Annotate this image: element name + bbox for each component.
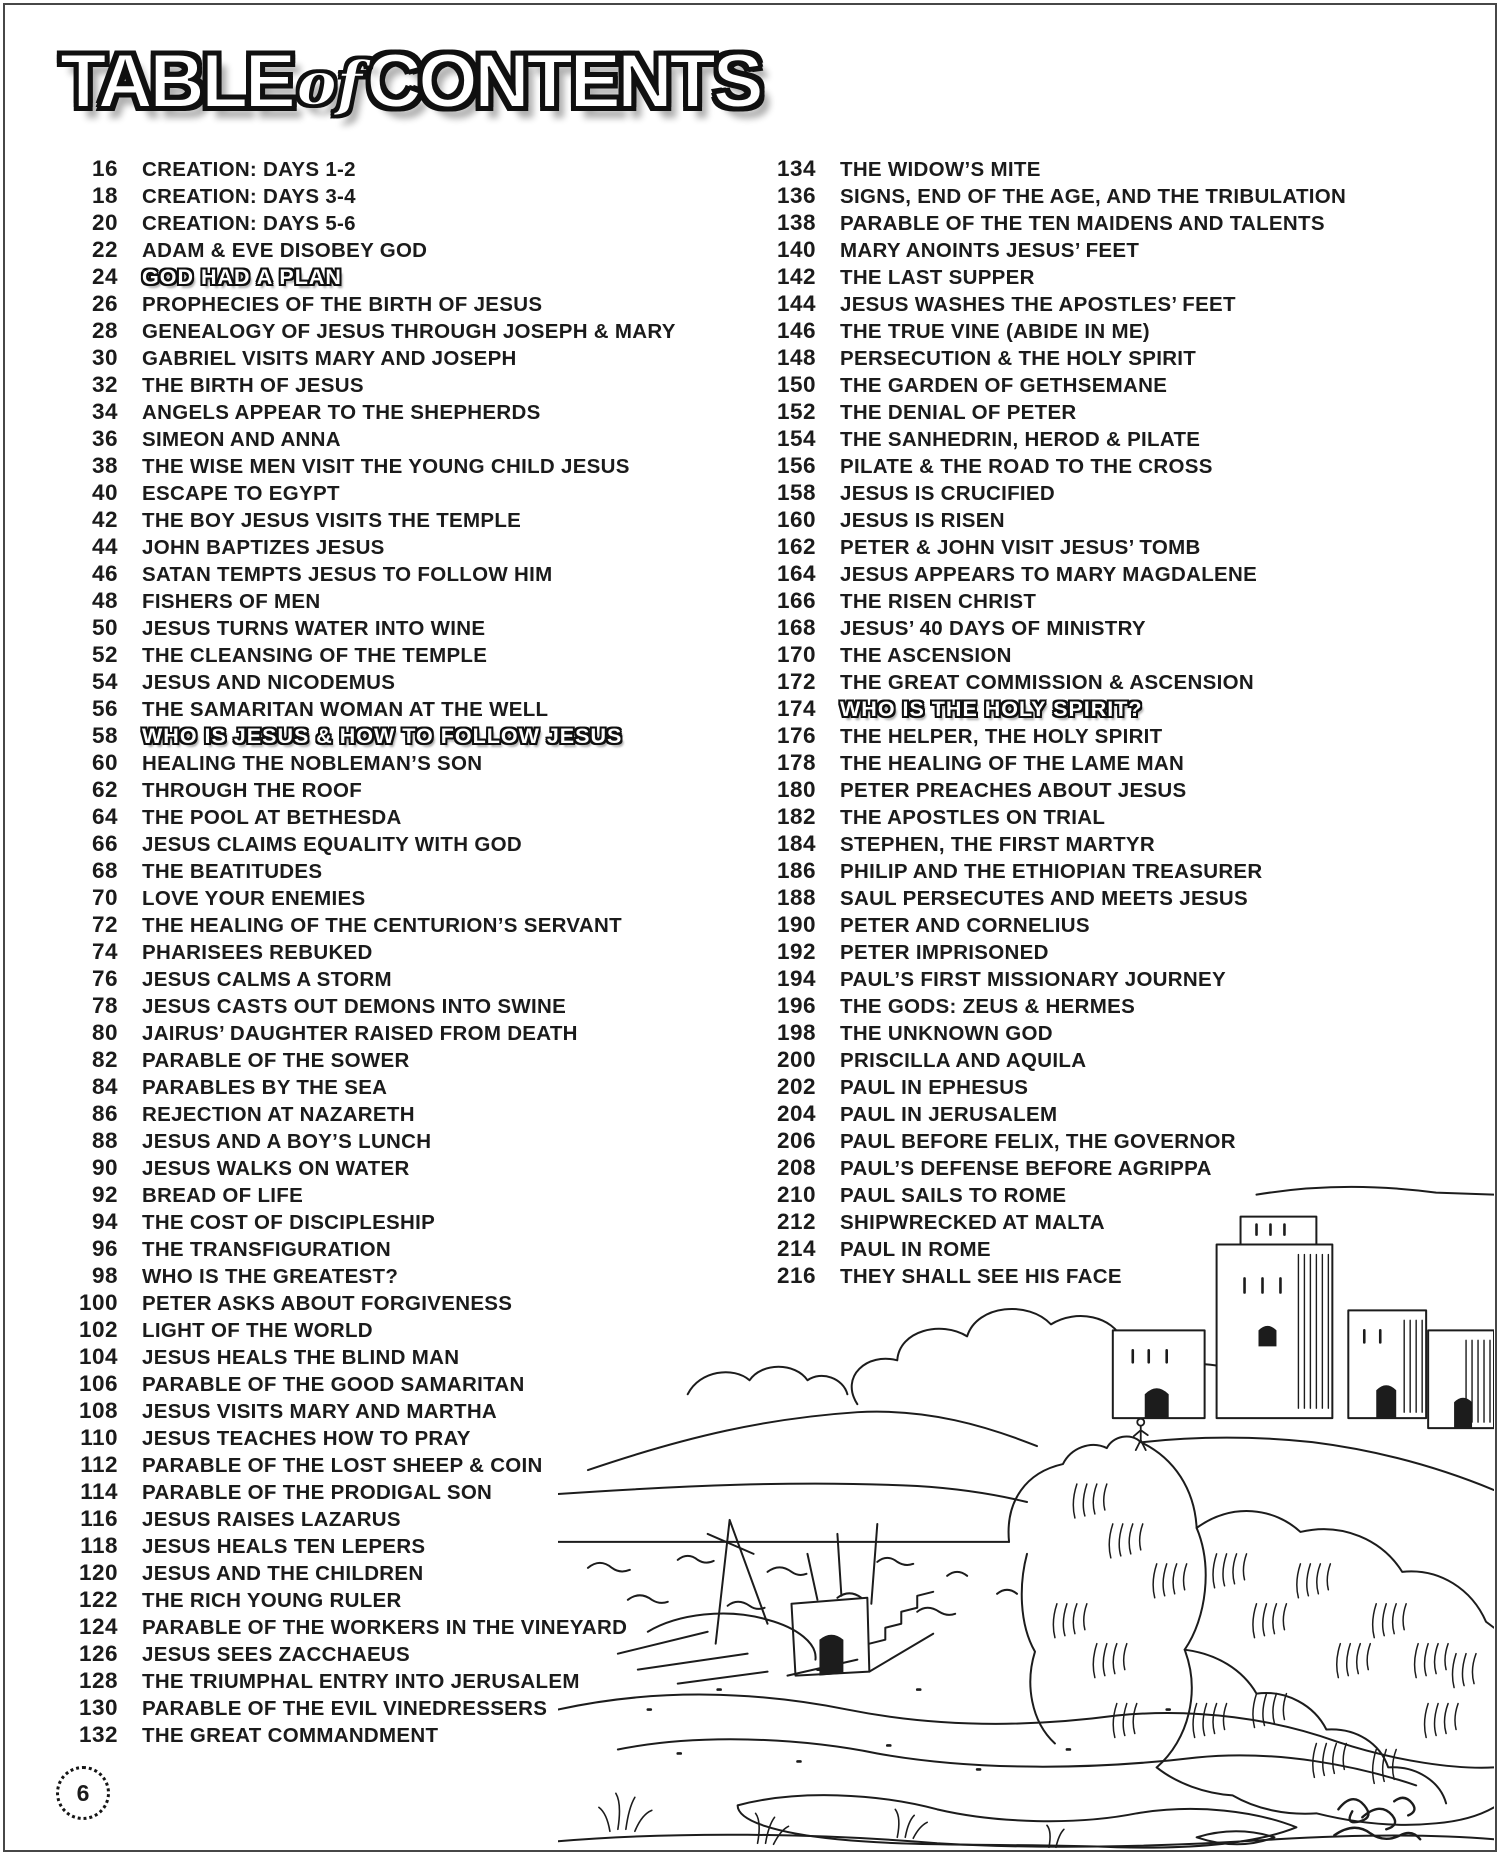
toc-row	[56, 210, 676, 237]
toc-entry-label: PARABLE OF THE PRODIGAL SON	[142, 1481, 493, 1504]
toc-page-number: 130	[78, 1695, 118, 1720]
toc-row	[56, 480, 676, 507]
toc-row	[56, 507, 676, 534]
toc-entry-label: JESUS TEACHES HOW TO PRAY	[142, 1427, 471, 1450]
toc-entry-label: THE GARDEN OF GETHSEMANE	[840, 374, 1168, 397]
title-word-contents: CONTENTS	[366, 39, 761, 124]
toc-row	[698, 291, 1346, 318]
toc-page-number: 118	[80, 1533, 118, 1558]
toc-row	[56, 993, 676, 1020]
toc-entry-label: PARABLE OF THE WORKERS IN THE VINEYARD	[142, 1616, 628, 1639]
toc-entry-label: PARABLE OF THE EVIL VINEDRESSERS	[142, 1697, 548, 1720]
toc-entry-label: CREATION: DAYS 1-2	[142, 158, 356, 181]
toc-row	[698, 237, 1346, 264]
toc-page-number: 100	[78, 1290, 118, 1315]
toc-entry-label: JESUS TURNS WATER INTO WINE	[142, 617, 486, 640]
toc-row	[698, 777, 1346, 804]
sea-waves	[588, 1556, 1017, 1615]
toc-page-number: 204	[776, 1101, 816, 1126]
toc-entry-label: PARABLE OF THE GOOD SAMARITAN	[142, 1373, 525, 1396]
toc-entry-label: JESUS AND A BOY’S LUNCH	[142, 1130, 432, 1153]
toc-row	[698, 399, 1346, 426]
toc-entry-label: PETER & JOHN VISIT JESUS’ TOMB	[840, 536, 1201, 559]
toc-row	[56, 1020, 676, 1047]
toc-entry-label: CREATION: DAYS 5-6	[142, 212, 356, 235]
toc-row	[56, 804, 676, 831]
toc-page-number: 180	[776, 777, 816, 802]
toc-page-number: 72	[91, 912, 118, 937]
toc-page-number: 166	[776, 588, 816, 613]
toc-entry-label: JESUS’ 40 DAYS OF MINISTRY	[840, 617, 1146, 640]
toc-page-number: 170	[776, 642, 816, 667]
toc-page-number: 152	[776, 399, 816, 424]
toc-row	[698, 1020, 1346, 1047]
toc-row	[698, 885, 1346, 912]
toc-page-number: 112	[80, 1452, 118, 1477]
toc-entry-label: JESUS WASHES THE APOSTLES’ FEET	[840, 293, 1236, 316]
toc-page-number: 108	[78, 1398, 118, 1423]
toc-row	[698, 480, 1346, 507]
toc-entry-label: REJECTION AT NAZARETH	[142, 1103, 415, 1126]
toc-entry-label: JESUS AND THE CHILDREN	[142, 1562, 424, 1585]
toc-page-number: 196	[776, 993, 816, 1018]
toc-row	[698, 939, 1346, 966]
toc-page-number: 160	[776, 507, 816, 532]
toc-page-number: 186	[776, 858, 816, 883]
toc-row	[698, 696, 1346, 723]
toc-entry-label: SAUL PERSECUTES AND MEETS JESUS	[840, 887, 1248, 910]
toc-page-number: 88	[91, 1128, 118, 1153]
toc-entry-label: PHARISEES REBUKED	[142, 941, 373, 964]
toc-row	[56, 723, 676, 750]
toc-page-number: 206	[776, 1128, 816, 1153]
toc-entry-label: THE BIRTH OF JESUS	[142, 374, 364, 397]
toc-entry-label: PAUL BEFORE FELIX, THE GOVERNOR	[840, 1130, 1236, 1153]
toc-row	[698, 723, 1346, 750]
toc-page-number: 214	[776, 1236, 816, 1261]
toc-page-number: 86	[91, 1101, 118, 1126]
toc-row	[56, 264, 676, 291]
toc-entry-label: WHO IS THE GREATEST?	[142, 1265, 399, 1288]
toc-entry-label: JESUS SEES ZACCHAEUS	[142, 1643, 411, 1666]
toc-entry-label: GABRIEL VISITS MARY AND JOSEPH	[142, 347, 517, 370]
toc-row	[56, 588, 676, 615]
toc-entry-label: PAUL SAILS TO ROME	[840, 1184, 1067, 1207]
toc-page-number: 90	[91, 1155, 118, 1180]
toc-page-number: 56	[91, 696, 118, 721]
toc-entry-label: THEY SHALL SEE HIS FACE	[840, 1265, 1122, 1288]
toc-entry-label: WHO IS THE HOLY SPIRIT?	[840, 697, 1143, 721]
toc-entry-label: SHIPWRECKED AT MALTA	[840, 1211, 1105, 1234]
toc-entry-label: PARABLES BY THE SEA	[142, 1076, 388, 1099]
toc-page-number: 62	[91, 777, 118, 802]
toc-entry-label: THE TRANSFIGURATION	[142, 1238, 392, 1261]
folio-number-text: 6	[76, 1779, 90, 1806]
toc-entry-label: JESUS HEALS THE BLIND MAN	[142, 1346, 460, 1369]
toc-row	[56, 534, 676, 561]
toc-page-number: 202	[776, 1074, 816, 1099]
toc-page-number: 162	[776, 534, 816, 559]
toc-entry-label: THE SAMARITAN WOMAN AT THE WELL	[142, 698, 549, 721]
toc-entry-label: PAUL IN ROME	[840, 1238, 991, 1261]
toc-row	[698, 156, 1346, 183]
toc-row	[56, 750, 676, 777]
toc-row	[698, 912, 1346, 939]
toc-entry-label: PARABLE OF THE SOWER	[142, 1049, 410, 1072]
toc-row	[698, 264, 1346, 291]
toc-entry-label: ADAM & EVE DISOBEY GOD	[142, 239, 428, 262]
coastal-scene-illustration	[558, 1150, 1494, 1850]
toc-page-number: 78	[91, 993, 118, 1018]
toc-row	[698, 183, 1346, 210]
toc-row	[56, 669, 676, 696]
toc-page-number: 208	[776, 1155, 816, 1180]
toc-page-number: 164	[776, 561, 816, 586]
toc-entry-label: SIGNS, END OF THE AGE, AND THE TRIBULATION	[840, 185, 1347, 208]
toc-page-number: 70	[91, 885, 118, 910]
toc-row	[698, 372, 1346, 399]
toc-page-number: 46	[91, 561, 118, 586]
toc-page-number: 32	[91, 372, 118, 397]
toc-row	[698, 561, 1346, 588]
toc-row	[698, 1074, 1346, 1101]
toc-entry-label: THE BOY JESUS VISITS THE TEMPLE	[142, 509, 522, 532]
toc-page-number: 172	[776, 669, 816, 694]
toc-page-number: 80	[91, 1020, 118, 1045]
toc-page-number: 146	[776, 318, 816, 343]
toc-entry-label: PETER ASKS ABOUT FORGIVENESS	[142, 1292, 513, 1315]
toc-entry-label: PHILIP AND THE ETHIOPIAN TREASURER	[840, 860, 1263, 883]
toc-entry-label: THE GREAT COMMISSION & ASCENSION	[840, 671, 1254, 694]
toc-row	[56, 885, 676, 912]
toc-page-number: 210	[776, 1182, 816, 1207]
toc-entry-label: THE RICH YOUNG RULER	[142, 1589, 402, 1612]
toc-row	[698, 1047, 1346, 1074]
toc-page-number: 48	[91, 588, 118, 613]
toc-row	[698, 588, 1346, 615]
toc-page-number: 22	[91, 237, 118, 262]
toc-page-number: 114	[80, 1479, 118, 1504]
toc-page-number: 136	[776, 183, 816, 208]
toc-row	[698, 615, 1346, 642]
toc-page-number: 24	[91, 264, 118, 289]
toc-entry-label: JOHN BAPTIZES JESUS	[142, 536, 385, 559]
toc-page-number: 134	[776, 156, 816, 181]
toc-entry-label: JESUS RAISES LAZARUS	[142, 1508, 401, 1531]
toc-page-number: 82	[91, 1047, 118, 1072]
toc-page-number: 84	[91, 1074, 118, 1099]
toc-page-number: 106	[78, 1371, 118, 1396]
toc-entry-label: GOD HAD A PLAN	[142, 265, 342, 289]
toc-page-number: 144	[776, 291, 816, 316]
toc-entry-label: PERSECUTION & THE HOLY SPIRIT	[840, 347, 1197, 370]
toc-page-number: 128	[78, 1668, 118, 1693]
toc-entry-label: THE SANHEDRIN, HEROD & PILATE	[840, 428, 1201, 451]
toc-row	[56, 939, 676, 966]
toc-entry-label: THE BEATITUDES	[142, 860, 323, 883]
toc-entry-label: HEALING THE NOBLEMAN’S SON	[142, 752, 483, 775]
toc-entry-label: THE WISE MEN VISIT THE YOUNG CHILD JESUS	[142, 455, 630, 478]
toc-page-number: 92	[91, 1182, 118, 1207]
toc-entry-label: JESUS WALKS ON WATER	[142, 1157, 410, 1180]
toc-row	[698, 669, 1346, 696]
cliff-buildings	[1113, 1217, 1494, 1429]
toc-page-number: 190	[776, 912, 816, 937]
toc-page-number: 122	[78, 1587, 118, 1612]
toc-page-number: 30	[91, 345, 118, 370]
toc-page-number: 216	[776, 1263, 816, 1288]
toc-row	[698, 750, 1346, 777]
toc-row	[56, 615, 676, 642]
toc-row	[56, 345, 676, 372]
toc-row	[56, 966, 676, 993]
toc-row	[56, 912, 676, 939]
toc-entry-label: ESCAPE TO EGYPT	[142, 482, 340, 505]
toc-page-number: 102	[78, 1317, 118, 1342]
toc-entry-label: JESUS CASTS OUT DEMONS INTO SWINE	[142, 995, 567, 1018]
toc-page-number: 104	[78, 1344, 118, 1369]
toc-entry-label: THE RISEN CHRIST	[840, 590, 1037, 613]
toc-page-number: 154	[776, 426, 816, 451]
toc-entry-label: JESUS APPEARS TO MARY MAGDALENE	[840, 563, 1258, 586]
toc-page-number: 66	[91, 831, 118, 856]
toc-page-number: 26	[91, 291, 118, 316]
toc-entry-label: JESUS IS RISEN	[840, 509, 1005, 532]
toc-row	[698, 426, 1346, 453]
folio-page-number	[56, 1766, 110, 1820]
toc-page-number: 44	[91, 534, 118, 559]
toc-entry-label: LOVE YOUR ENEMIES	[142, 887, 366, 910]
toc-entry-label: JAIRUS’ DAUGHTER RAISED FROM DEATH	[142, 1022, 578, 1045]
toc-page-number: 168	[776, 615, 816, 640]
toc-page-number: 176	[776, 723, 816, 748]
toc-page-number: 74	[91, 939, 118, 964]
toc-page-number: 50	[91, 615, 118, 640]
toc-row	[56, 1047, 676, 1074]
toc-row	[56, 372, 676, 399]
toc-entry-label: JESUS HEALS TEN LEPERS	[142, 1535, 426, 1558]
toc-page-number: 68	[91, 858, 118, 883]
toc-entry-label: PAUL IN EPHESUS	[840, 1076, 1029, 1099]
toc-entry-label: SATAN TEMPTS JESUS TO FOLLOW HIM	[142, 563, 553, 586]
toc-row	[56, 642, 676, 669]
toc-page-number: 182	[776, 804, 816, 829]
toc-entry-label: THE HEALING OF THE CENTURION’S SERVANT	[142, 914, 622, 937]
toc-entry-label: THE LAST SUPPER	[840, 266, 1035, 289]
toc-row	[56, 399, 676, 426]
toc-entry-label: ANGELS APPEAR TO THE SHEPHERDS	[142, 401, 541, 424]
toc-row	[56, 318, 676, 345]
toc-row	[698, 966, 1346, 993]
toc-row	[698, 831, 1346, 858]
toc-page-number: 38	[91, 453, 118, 478]
toc-page-number: 188	[776, 885, 816, 910]
toc-entry-label: THE DENIAL OF PETER	[840, 401, 1077, 424]
toc-row	[56, 453, 676, 480]
toc-entry-label: PRISCILLA AND AQUILA	[840, 1049, 1087, 1072]
toc-row	[698, 507, 1346, 534]
toc-row	[56, 156, 676, 183]
toc-page-number: 174	[776, 696, 816, 721]
toc-entry-label: PAUL IN JERUSALEM	[840, 1103, 1058, 1126]
toc-entry-label: PARABLE OF THE TEN MAIDENS AND TALENTS	[840, 212, 1325, 235]
toc-row	[698, 858, 1346, 885]
toc-row	[56, 1074, 676, 1101]
toc-page-number: 212	[776, 1209, 816, 1234]
toc-entry-label: JESUS CALMS A STORM	[142, 968, 392, 991]
toc-page-number: 148	[776, 345, 816, 370]
toc-entry-label: FISHERS OF MEN	[142, 590, 321, 613]
toc-entry-label: PAUL’S DEFENSE BEFORE AGRIPPA	[840, 1157, 1212, 1180]
toc-entry-label: JESUS VISITS MARY AND MARTHA	[142, 1400, 498, 1423]
toc-row	[698, 642, 1346, 669]
toc-entry-label: THE TRUE VINE (ABIDE IN ME)	[840, 320, 1150, 343]
toc-row	[56, 831, 676, 858]
toc-col-right	[698, 156, 1346, 1290]
toc-page-number: 184	[776, 831, 816, 856]
toc-entry-label: WHO IS JESUS & HOW TO FOLLOW JESUS	[142, 724, 623, 748]
toc-page-number: 58	[91, 723, 118, 748]
toc-page-number: 178	[776, 750, 816, 775]
toc-page-number: 64	[91, 804, 118, 829]
toc-page-number: 110	[80, 1425, 118, 1450]
toc-entry-label: THE GREAT COMMANDMENT	[142, 1724, 439, 1747]
toc-row	[56, 561, 676, 588]
toc-page-number: 198	[776, 1020, 816, 1045]
toc-page-number: 158	[776, 480, 816, 505]
toc-entry-label: JESUS AND NICODEMUS	[142, 671, 396, 694]
toc-row	[56, 237, 676, 264]
toc-entry-label: SIMEON AND ANNA	[142, 428, 341, 451]
toc-page-number: 120	[78, 1560, 118, 1585]
toc-entry-label: THE CLEANSING OF THE TEMPLE	[142, 644, 488, 667]
toc-row	[698, 453, 1346, 480]
toc-page-number: 42	[91, 507, 118, 532]
toc-page-number: 98	[91, 1263, 118, 1288]
toc-page-number: 52	[91, 642, 118, 667]
toc-page-number: 116	[80, 1506, 118, 1531]
toc-entry-label: THROUGH THE ROOF	[142, 779, 363, 802]
title-word-of: of	[296, 49, 363, 119]
toc-row	[56, 183, 676, 210]
toc-entry-label: LIGHT OF THE WORLD	[142, 1319, 373, 1342]
toc-row	[698, 318, 1346, 345]
toc-page-number: 140	[776, 237, 816, 262]
toc-entry-label: BREAD OF LIFE	[142, 1184, 304, 1207]
toc-page-number: 156	[776, 453, 816, 478]
toc-page-number: 28	[91, 318, 118, 343]
toc-entry-label: JESUS CLAIMS EQUALITY WITH GOD	[142, 833, 522, 856]
toc-page-number: 132	[78, 1722, 118, 1747]
toc-page-number: 150	[776, 372, 816, 397]
toc-entry-label: PETER IMPRISONED	[840, 941, 1049, 964]
toc-page-number: 20	[91, 210, 118, 235]
toc-row	[698, 804, 1346, 831]
rock-hatching	[1053, 1484, 1476, 1783]
toc-entry-label: THE ASCENSION	[840, 644, 1012, 667]
toc-entry-label: THE UNKNOWN GOD	[840, 1022, 1053, 1045]
toc-entry-label: PAUL’S FIRST MISSIONARY JOURNEY	[840, 968, 1226, 991]
toc-page-number: 124	[78, 1614, 118, 1639]
toc-entry-label: PARABLE OF THE LOST SHEEP & COIN	[142, 1454, 543, 1477]
toc-row	[698, 993, 1346, 1020]
toc-row	[56, 1101, 676, 1128]
toc-row	[698, 345, 1346, 372]
toc-page-number: 142	[776, 264, 816, 289]
toc-entry-label: THE GODS: ZEUS & HERMES	[840, 995, 1136, 1018]
toc-entry-label: PETER PREACHES ABOUT JESUS	[840, 779, 1187, 802]
page-title	[60, 38, 761, 125]
toc-page-number: 126	[78, 1641, 118, 1666]
toc-entry-label: GENEALOGY OF JESUS THROUGH JOSEPH & MARY	[142, 320, 676, 343]
toc-entry-label: PROPHECIES OF THE BIRTH OF JESUS	[142, 293, 543, 316]
toc-entry-label: STEPHEN, THE FIRST MARTYR	[840, 833, 1156, 856]
toc-page-number: 192	[776, 939, 816, 964]
toc-page-number: 34	[91, 399, 118, 424]
toc-page-number: 200	[776, 1047, 816, 1072]
toc-row	[698, 1101, 1346, 1128]
mountain-ridges	[558, 1412, 1037, 1502]
toc-row	[56, 426, 676, 453]
toc-entry-label: PETER AND CORNELIUS	[840, 914, 1090, 937]
toc-row	[698, 534, 1346, 561]
toc-row	[56, 858, 676, 885]
toc-page-number: 16	[91, 156, 118, 181]
toc-entry-label: THE HEALING OF THE LAME MAN	[840, 752, 1185, 775]
artist-signature	[1334, 1798, 1420, 1839]
toc-page-number: 18	[91, 183, 118, 208]
toc-entry-label: PILATE & THE ROAD TO THE CROSS	[840, 455, 1213, 478]
toc-row	[56, 291, 676, 318]
toc-page-number: 60	[91, 750, 118, 775]
toc-entry-label: THE COST OF DISCIPLESHIP	[142, 1211, 436, 1234]
toc-entry-label: CREATION: DAYS 3-4	[142, 185, 356, 208]
toc-page-number: 94	[91, 1209, 118, 1234]
toc-page-number: 138	[776, 210, 816, 235]
toc-page-number: 96	[91, 1236, 118, 1261]
toc-page-number: 76	[91, 966, 118, 991]
toc-entry-label: MARY ANOINTS JESUS’ FEET	[840, 239, 1140, 262]
toc-row	[56, 777, 676, 804]
toc-page-number: 40	[91, 480, 118, 505]
toc-entry-label: THE POOL AT BETHESDA	[142, 806, 402, 829]
toc-page-number: 54	[91, 669, 118, 694]
toc-entry-label: JESUS IS CRUCIFIED	[840, 482, 1055, 505]
toc-entry-label: THE APOSTLES ON TRIAL	[840, 806, 1106, 829]
toc-entry-label: THE TRIUMPHAL ENTRY INTO JERUSALEM	[142, 1670, 580, 1693]
toc-entry-label: THE HELPER, THE HOLY SPIRIT	[840, 725, 1163, 748]
toc-page-number: 194	[776, 966, 816, 991]
toc-entry-label: THE WIDOW’S MITE	[840, 158, 1041, 181]
toc-page-number: 36	[91, 426, 118, 451]
toc-row	[56, 696, 676, 723]
title-word-table: TABLE	[60, 39, 293, 124]
toc-row	[698, 210, 1346, 237]
